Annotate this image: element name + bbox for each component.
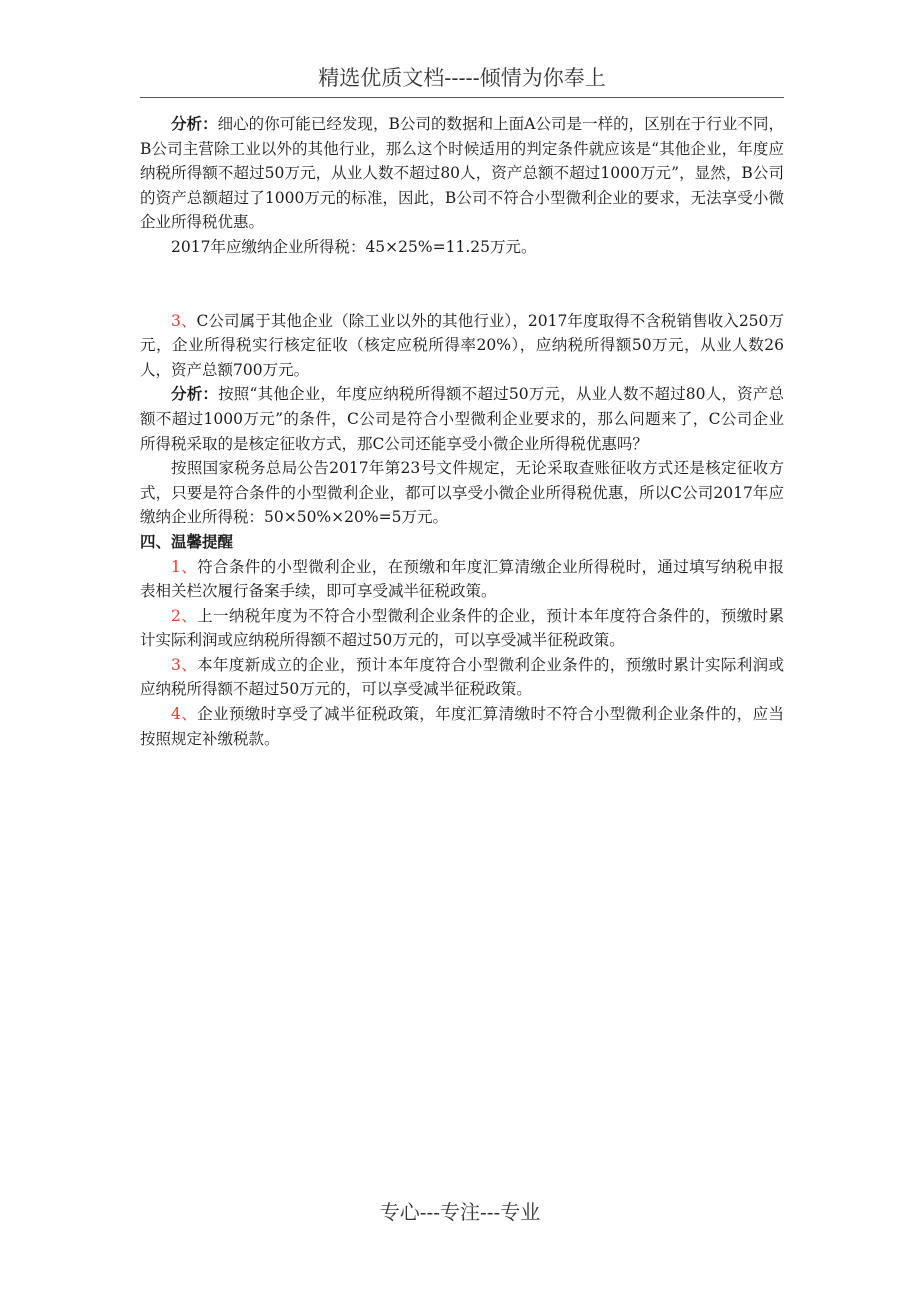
reminder-text: 企业预缴时享受了减半征税政策，年度汇算清缴时不符合小型微利企业条件的，应当按照规定补缴税款。 — [140, 705, 784, 748]
reminder-text: 上一纳税年度为不符合小型微利企业条件的企业，预计本年度符合条件的，预缴时累计实际利润或应纳税所得额不超过50万元的，可以享受减半征税政策。 — [140, 606, 784, 650]
reminder-item — [140, 653, 784, 702]
spacer — [140, 260, 784, 309]
document-body — [140, 112, 784, 751]
conclusion-paragraph-c: 按照国家税务总局公告2017年第23号文件规定，无论采取查账征收方式还是核定征收方式，只要是符合条件的小型微利企业，都可以享受小微企业所得税优惠，所以C公司2017年应缴纳企业所得税：50×50%×20%=5万元。 — [140, 459, 784, 527]
analysis-label: 分析： — [171, 114, 218, 133]
reminder-number: 2、 — [171, 606, 198, 625]
analysis-label: 分析： — [171, 384, 219, 404]
analysis-paragraph-b — [140, 112, 784, 235]
analysis-text: 按照“其他企业，年度应纳税所得额不超过50万元，从业人数不超过80人，资产总额不超过1000万元”的条件，C公司是符合小型微利企业要求的，那么问题来了，C公司企业所得税采取的是核定征收方式，那C公司还能享受小微企业所得税优惠吗？ — [140, 385, 784, 453]
reminder-number: 4、 — [171, 705, 198, 724]
case-number: 3、 — [171, 311, 197, 330]
reminder-number: 3、 — [171, 655, 198, 674]
reminder-item — [140, 604, 784, 653]
reminder-number: 1、 — [171, 557, 198, 576]
case-text: C公司属于其他企业（除工业以外的其他行业），2017年度取得不含税销售收入250万元，企业所得税实行核定征收（核定应税所得率20%），应纳税所得额50万元，从业人数26人，资产总额700万元。 — [140, 311, 784, 379]
reminder-text: 符合条件的小型微利企业，在预缴和年度汇算清缴企业所得税时，通过填写纳税申报表相关栏次履行备案手续，即可享受减半征税政策。 — [140, 557, 784, 601]
analysis-text: 细心的你可能已经发现，B公司的数据和上面A公司是一样的，区别在于行业不同，B公司主营除工业以外的其他行业，那么这个时候适用的判定条件就应该是“其他企业，年度应纳税所得额不超过50万元，从业人数不超过80人，资产总额不超过1000万元”，显然，B公司的资产总额超过了1000万元的标准，因此，B公司不符合小型微利企业的要求，无法享受小微企业所得税优惠。 — [140, 115, 784, 232]
tax-calculation-b: 2017年应缴纳企业所得税：45×25%=11.25万元。 — [171, 237, 537, 256]
reminder-item — [140, 702, 784, 751]
page-header: 精选优质文档-----倾情为你奉上 — [140, 62, 784, 98]
case-paragraph-c — [140, 309, 784, 383]
analysis-paragraph-c — [140, 382, 784, 456]
reminder-text: 本年度新成立的企业，预计本年度符合小型微利企业条件的，预缴时累计实际利润或应纳税所得额不超过50万元的，可以享受减半征税政策。 — [140, 655, 784, 699]
section-heading: 四、温馨提醒 — [140, 531, 234, 551]
page-footer: 专心---专注---专业 — [379, 1200, 541, 1224]
reminder-item — [140, 555, 784, 604]
